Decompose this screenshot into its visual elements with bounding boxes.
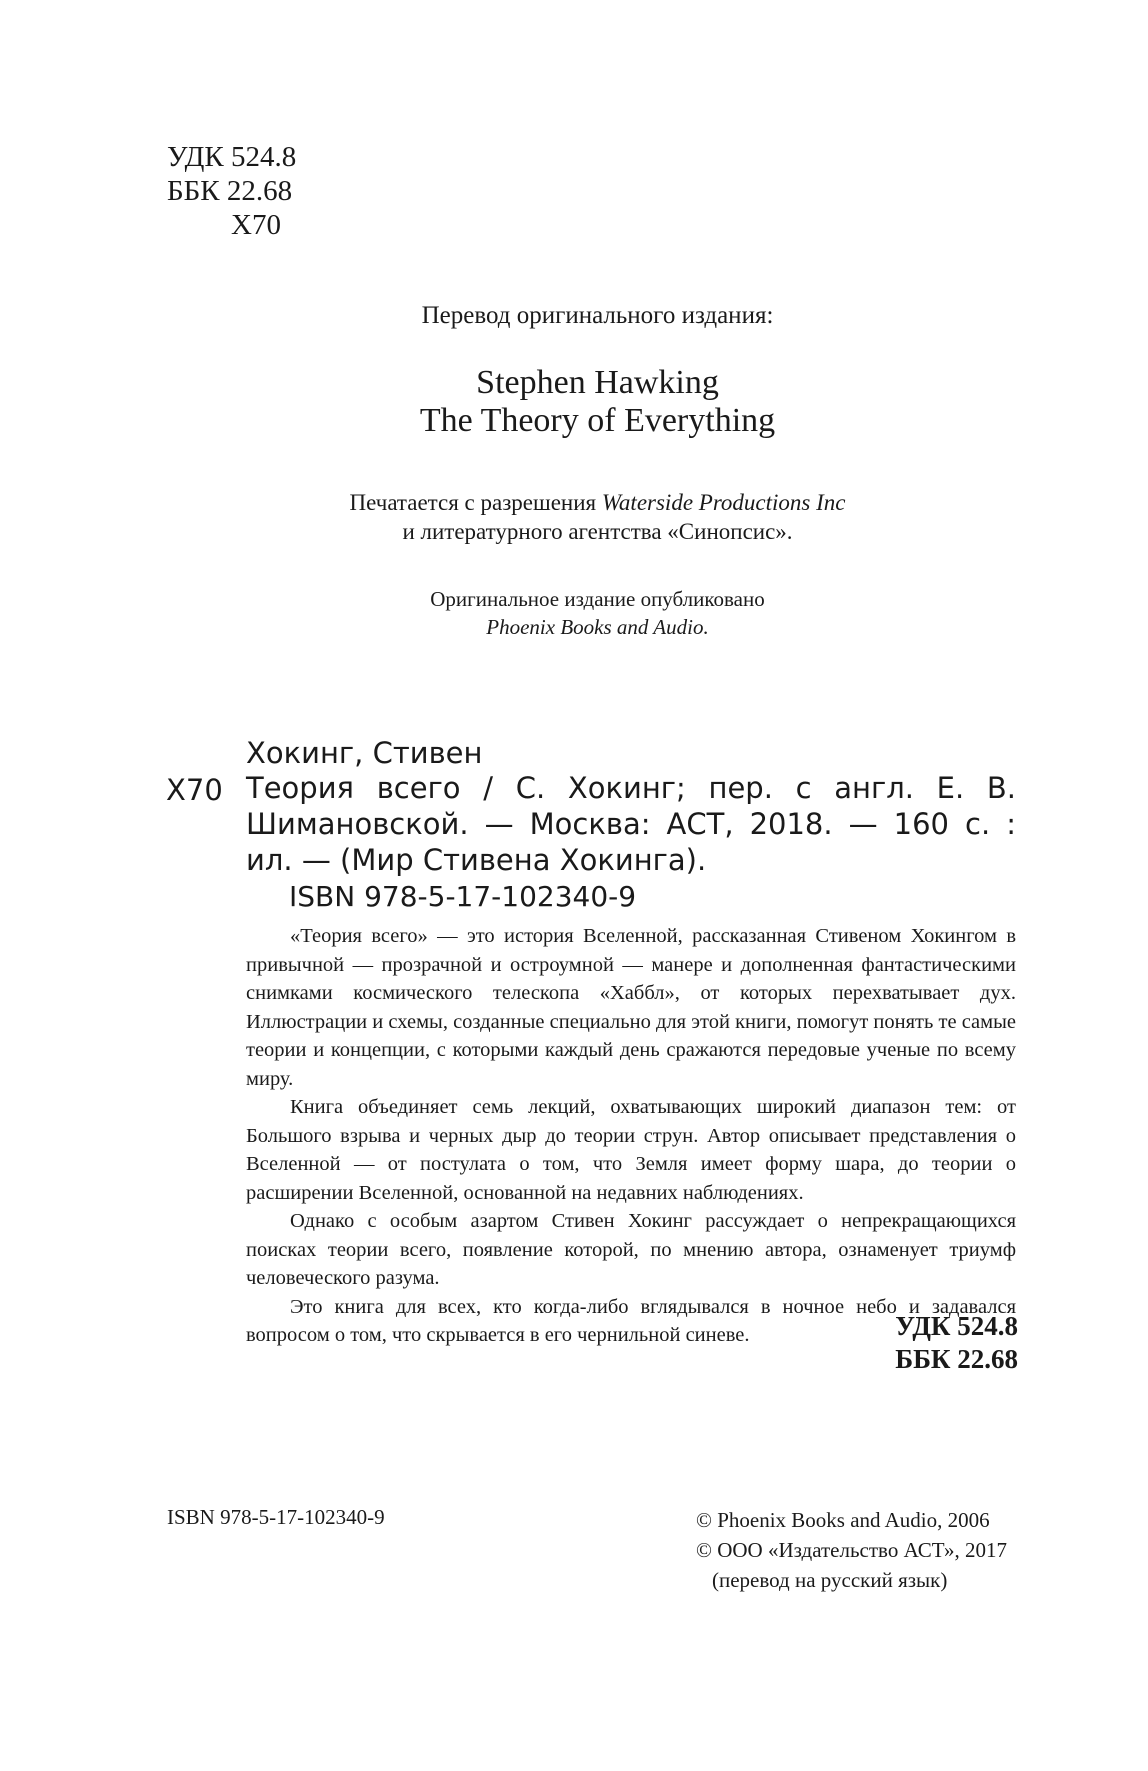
published-publisher: Phoenix Books and Audio. [486, 615, 709, 639]
permission-notice [150, 488, 1045, 546]
footer-udk: УДК 524.8 [895, 1311, 1018, 1341]
original-edition-label: Перевод оригинального издания: [421, 302, 774, 329]
bbk-code: ББК 22.68 [167, 175, 293, 207]
permission-publisher: Waterside Productions Inc [601, 490, 846, 515]
biblio-isbn: ISBN 978-5-17-102340-9 [289, 880, 637, 913]
annotation-paragraph: «Теория всего» — это история Вселенной, рассказанная Стивеном Хокингом в привычной — прозрачной и остроумной — манере и дополненная фантастическими снимками космического телескопа «Хаббл», от которых перехватывает дух. Иллюстрации и схемы, созданные специально для этой книги, помогут понять те самые теории и концепции, с которыми каждый день сражаются передовые ученые по всему миру. [246, 925, 1016, 1090]
copyright-translation: © ООО «Издательство АСТ», 2017 [696, 1538, 1007, 1562]
udk-code: УДК 524.8 [167, 141, 297, 173]
footer-bbk: ББК 22.68 [895, 1344, 1018, 1374]
original-title: The Theory of Everything [419, 402, 776, 439]
permission-prefix: Печатается с разрешения [349, 490, 602, 515]
footer-isbn: ISBN 978-5-17-102340-9 [167, 1505, 385, 1529]
copyright-block [696, 1505, 1007, 1595]
biblio-description: Теория всего / С. Хокинг; пер. с англ. Е. В. Шимановской. — Москва: АСТ, 2018. — 160 с. : ил. — (Мир Стивена Хокинга). [246, 771, 1016, 877]
classification-codes [167, 140, 296, 242]
original-author: Stephen Hawking [476, 364, 719, 401]
annotation-paragraph: Книга объединяет семь лекций, охватывающих широкий диапазон тем: от Большого взрыва и черных дыр до теории струн. Автор описывает представления о Вселенной — от постулата о том, что Земля имеет форму шара, до теории о расширении Вселенной, основанной на недавних наблюдениях. [246, 1096, 1016, 1204]
permission-agency: и литературного агентства «Синопсис». [402, 519, 793, 544]
annotation-paragraph: Это книга для всех, кто когда-либо вглядывался в ночное небо и задавался вопросом о том, что скрывается в его чернильной синеве. [246, 1295, 1016, 1346]
footer-classification-codes [895, 1310, 1018, 1376]
biblio-author: Хокинг, Стивен [246, 736, 483, 770]
author-mark: Х70 [231, 209, 281, 241]
published-notice [150, 585, 1045, 641]
annotation [246, 922, 1016, 1350]
published-label: Оригинальное издание опубликовано [430, 587, 765, 611]
annotation-paragraph: Однако с особым азартом Стивен Хокинг рассуждает о непрекращающихся поисках теории всего, появление которой, по мнению автора, ознаменует триумф человеческого разума. [246, 1210, 1016, 1289]
copyright-original: © Phoenix Books and Audio, 2006 [696, 1508, 990, 1532]
original-edition-title [150, 364, 1045, 440]
biblio-code: Х70 [166, 773, 223, 807]
copyright-note: (перевод на русский язык) [712, 1568, 948, 1592]
